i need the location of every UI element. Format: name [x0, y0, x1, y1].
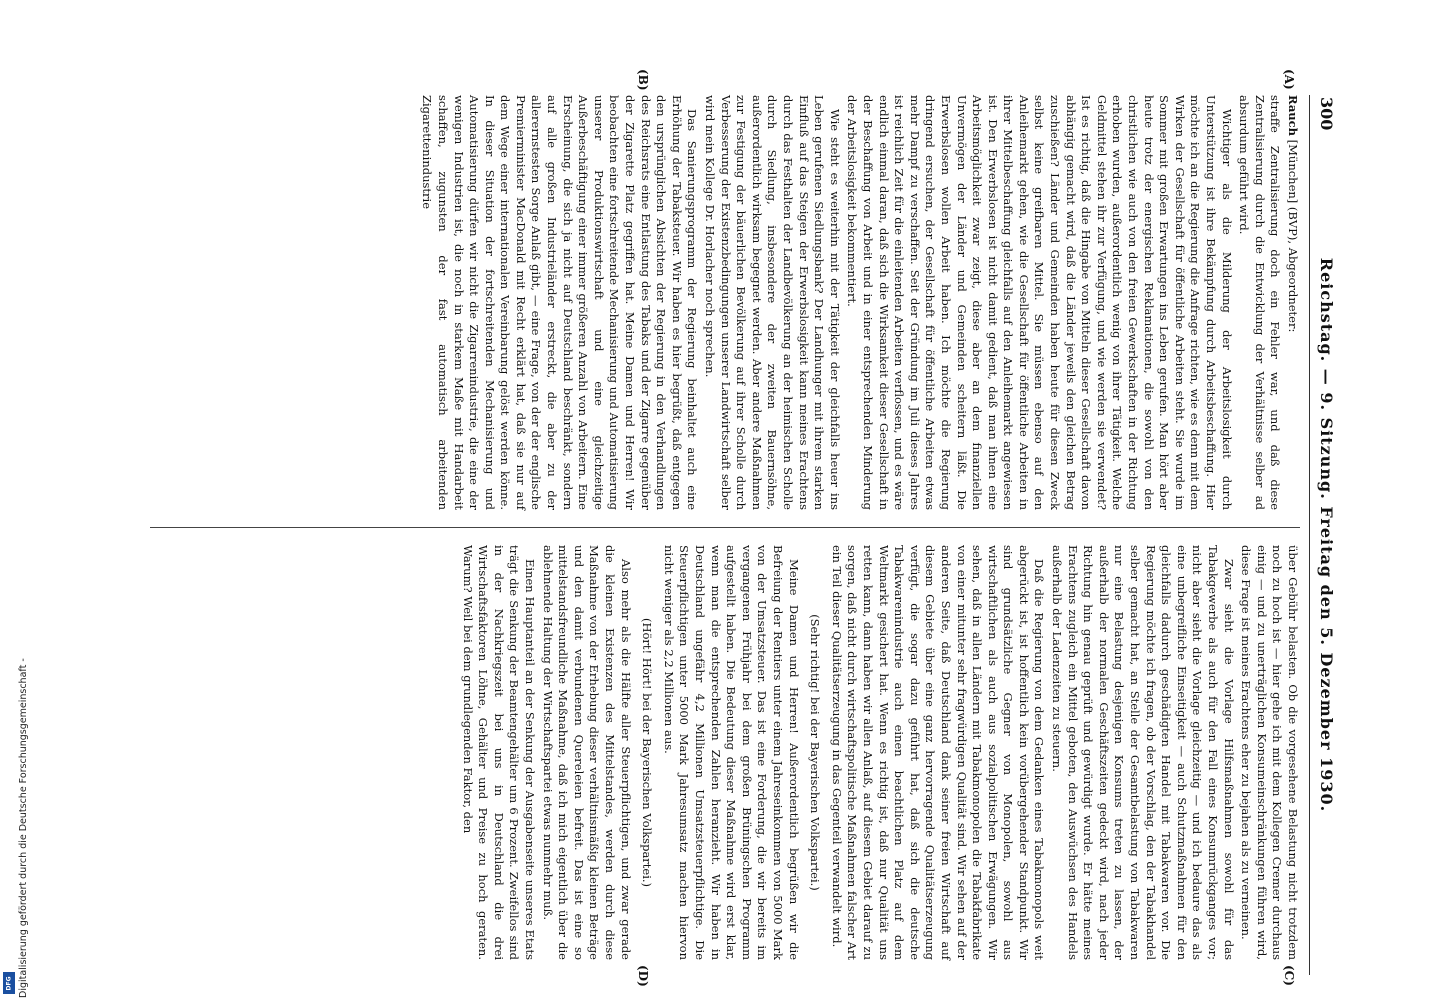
paragraph: Einen Hauptanteil an der Senkung der Ausgabenseite unseres Etats trägt die Senkung der Beamtengehälter um 6 Prozent. Zweifellos sind in der Nachkriegszeit bei uns in Deutschland die drei Wirtschaftsfaktoren Löhne, Gehälter und Preise zu hoch geraten. Warum? Weil bei dem grundlegenden Faktor, den [460, 545, 538, 960]
page-title: Reichstag. — 9. Sitzung. Freitag den 5. Dezember 1930. [1317, 257, 1336, 813]
column-divider [150, 527, 1300, 528]
margin-mark-d: (D) [636, 965, 650, 987]
left-column [417, 95, 1300, 510]
rotated-page-content [100, 69, 1340, 987]
page-number: 300 [1317, 97, 1336, 131]
paragraph: Also mehr als die Hälfte aller Steuerpflichtigen, und zwar gerade die kleinen Existenzen des Mittelstandes, werden durch diese Maßnahme von der Erhebung dieser verhältnismäßig kleinen Beträge und den damit verbundenen Quereleien befreit. Das ist eine so mittelstandsfreundliche Maßnahme, daß ich mich eigentlich über die ablehnende Haltung der Wirtschaftspartei etwas nunmehr muß. [540, 545, 633, 960]
paragraph: Meine Damen und Herren! Außerordentlich begrüßen wir die Befreiung der Rentiers unter einem Jahreseinkommen von 5000 Mark von der Umsatzsteuer. Das ist eine Forderung, die wir bereits im vergangenen Frühjahr bei dem großen Brüningschen Programm aufgestellt haben. Die Bedeutung dieser Maßnahme wird erst klar, wenn man die entsprechenden Zahlen heranzieht. Wir haben in Deutschland ungefähr 4,2 Millionen Umsatzsteuerpflichtige. Die Steuerpflichtigen unter 5000 Mark Jahresumsatz machen hiervon nicht weniger als 2,2 Millionen aus. [661, 545, 801, 960]
margin-mark-b: (B) [636, 69, 650, 91]
paragraph: Daß die Regierung von dem Gedanken eines Tabakmonopols weit abgerückt ist, ist hoffentlich kein vorübergehender Standpunkt. Wir sind grundsätzliche Gegner von Monopolen, sowohl aus wirtschaftlichen als auch aus sozialpolitischen Erwägungen. Wir sehen, daß in allen Ländern mit Tabakmonopolen die Tabakfabrikate von einer mitunter sehr fragwürdigen Qualität sind. Wir sehen auf der anderen Seite, daß Deutschland dank seiner freien Wirtschaft auf diesem Gebiete über eine ganz hervorragende Qualitätserzeugung verfügt, die sogar dazu geführt hat, daß sich die deutsche Tabakwarenindustrie auch einen beachtlichen Platz auf dem Weltmarkt gesichert hat. Wenn es richtig ist, daß nur Qualität uns retten kann, dann haben wir allen Anlaß, auf diesem Gebiet darauf zu sorgen, daß nicht durch wirtschaftspolitische Maßnahmen falscher Art ein Teil dieser Qualitätserzeugung in das Gegenteil verwandelt wird. [829, 545, 1047, 960]
header-rule [1309, 95, 1310, 975]
margin-mark-c: (C) [1282, 965, 1296, 986]
paragraph: über Gebühr belasten. Ob die vorgesehene Belastung nicht trotzdem noch zu hoch ist — hier gehe ich mit dem Kollegen Cremer durchaus einig — und zu unerträglichen Konsumeinschränkungen führen wird, diese Frage ist meines Erachtens eher zu bejahen als zu verneinen. [1239, 545, 1300, 960]
paragraph: Wie steht es weiterhin mit der Tätigkeit der gleichfalls heuer ins Leben gerufenen Siedlungsbank? Der Landhunger mit ihrem starken Einfluß auf das Steigen der Erwerbslosigkeit kann meines Erachtens durch das Festhalten der Landbevölkerung an der heimischen Scholle durch Siedlung, insbesondere der zweiten Bauernsöhne, außerordentlich wirksam begegnet werden. Aber andere Maßnahmen zur Festigung der bäuerlichen Bevölkerung auf ihrer Scholle durch Verbesserung der Existenzbedingungen unserer Landwirtschaft selber wird mein Kollege Dr. Horlacher noch sprechen. [703, 95, 842, 510]
interjection: (Sehr richtig! bei der Bayerischen Volkspartei.) [808, 614, 823, 891]
digitization-credit: Digitalisierung gefördert durch die Deutsche Forschungsgemeinschaft - [18, 658, 29, 998]
dfg-logo-text: DFG [5, 975, 13, 991]
page-header [1310, 95, 1340, 975]
paragraph: Wichtiger als die Milderung der Arbeitslosigkeit durch Unterstützung ist ihre Bekämpfung durch Arbeitsbeschaffung. Hier möchte ich an die Regierung die Anfrage richten, wie es denn mit dem Wirken der Gesellschaft für öffentliche Arbeiten steht. Sie wurde im Sommer mit großen Erwartungen ins Leben gerufen. Man hört aber heute trotz der energischen Reklamationen, die sowohl von den christlichen wie auch von den freien Gewerkschaften in der Richtung erhoben wurden, außerordentlich wenig von ihrer Tätigkeit. Welche Geldmittel stehen ihr zur Verfügung, und wie werden sie verwendet? Ist es richtig, daß die Hingabe von Mitteln dieser Gesellschaft davon abhängig gemacht wird, daß die Länder jeweils den gleichen Betrag zuschießen? Länder und Gemeinden haben heute für diesen Zweck selbst keine greifbaren Mittel. Sie müssen ebenso auf den Anleihemarkt gehen, wie die Gesellschaft für öffentliche Arbeiten in ihrer Mittelbeschaffung gleichfalls auf den Anleihemarkt angewiesen ist. Den Erwerbslosen ist nicht damit gedient, daß man ihnen eine Arbeitsmöglichkeit zwar zeigt, diese aber an dem finanziellen Unvermögen der Länder und Gemeinden scheitern läßt. Die Erwerbslosen wollen Arbeit haben. Ich möchte die Regierung dringend ersuchen, der Gesellschaft für öffentliche Arbeiten etwas mehr Dampf zu verschaffen. Seit der Gründung im Juli dieses Jahres ist reichlich Zeit für die einleitenden Arbeiten verflossen, und es wäre endlich einmal daran, daß sich die Wirksamkeit dieser Gesellschaft in der Beschaffung von Arbeit und in einer entsprechenden Minderung der Arbeitslosigkeit bekommentiert. [845, 95, 1234, 510]
dfg-logo [3, 972, 15, 994]
speaker-affiliation: [München] (BVP), Abgeordneter: [1286, 139, 1300, 333]
speaker-name: Rauch [1286, 95, 1300, 136]
paragraph: straffe Zentralisierung doch ein Fehler war, und daß diese Zentralisierung durch die Entwicklung der Verhältnisse selber ad absurdum geführt wird. [1237, 95, 1283, 510]
speaker-line [1284, 95, 1300, 510]
margin-mark-a: (A) [1282, 69, 1296, 90]
interjection: (Hört! Hört! bei der Bayerischen Volkspartei.) [640, 617, 655, 888]
paragraph: Zwar sieht die Vorlage Hilfsmaßnahmen sowohl für das Tabakgewerbe als auch für den Fall eines Konsumrückganges vor; nicht aber sieht die Vorlage gleichzeitig — und ich bedaure das als eine unbegreifliche Einseitigkeit — auch Schutzmaßnahmen für den gleichfalls dadurch geschädigten Handel mit Tabakwaren vor. Die Regierung möchte ich fragen, ob der Vorschlag, den der Tabakhandel selber gemacht hat, an Stelle der Gesamtbelastung von Tabakwaren nur eine Belastung desjenigen Konsums treten zu lassen, der außerhalb der normalen Geschäftszeiten gedeckt wird, nach jeder Richtung hin genau geprüft und gewürdigt wurde. Er hätte meines Erachtens zugleich ein Mittel geboten, den Auswüchsen des Handels außerhalb der Ladenzeiten zu steuern. [1050, 545, 1236, 960]
paragraph: Das Sanierungsprogramm der Regierung beinhaltet auch eine Erhöhung der Tabaksteuer. Wir haben es hier begrüßt, daß entgegen den ursprünglichen Absichten der Regierung in den Verhandlungen des Reichsrats eine Entlastung des Tabaks und der Zigarre gegenüber der Zigarette Platz gegriffen hat. Meine Damen und Herren! Wir beobachten eine fortschreitende Mechanisierung und Automatisierung unserer Produktionswirtschaft und eine gleichzeitige Außerbeschäftigung einer immer größeren Anzahl von Arbeitern. Eine Erscheinung, die sich ja nicht auf Deutschland beschränkt, sondern auf alle großen Industrieländer erstreckt, die aber zu der allerernstesten Sorge Anlaß gibt, — eine Frage, von der der englische Premierminister MacDonald mit Recht erklärt hat, daß sie nur auf dem Wege einer internationalen Vereinbarung gelöst werden könne. In dieser Situation der fortschreitenden Mechanisierung und Automatisierung dürfen wir nicht die Zigarrenindustrie, die eine der wenigen Industrien ist, die noch in starkem Maße mit Handarbeit schaffen, zugunsten der fast automatisch arbeitenden Zigarettenindustrie [420, 95, 700, 510]
right-column [457, 545, 1300, 960]
